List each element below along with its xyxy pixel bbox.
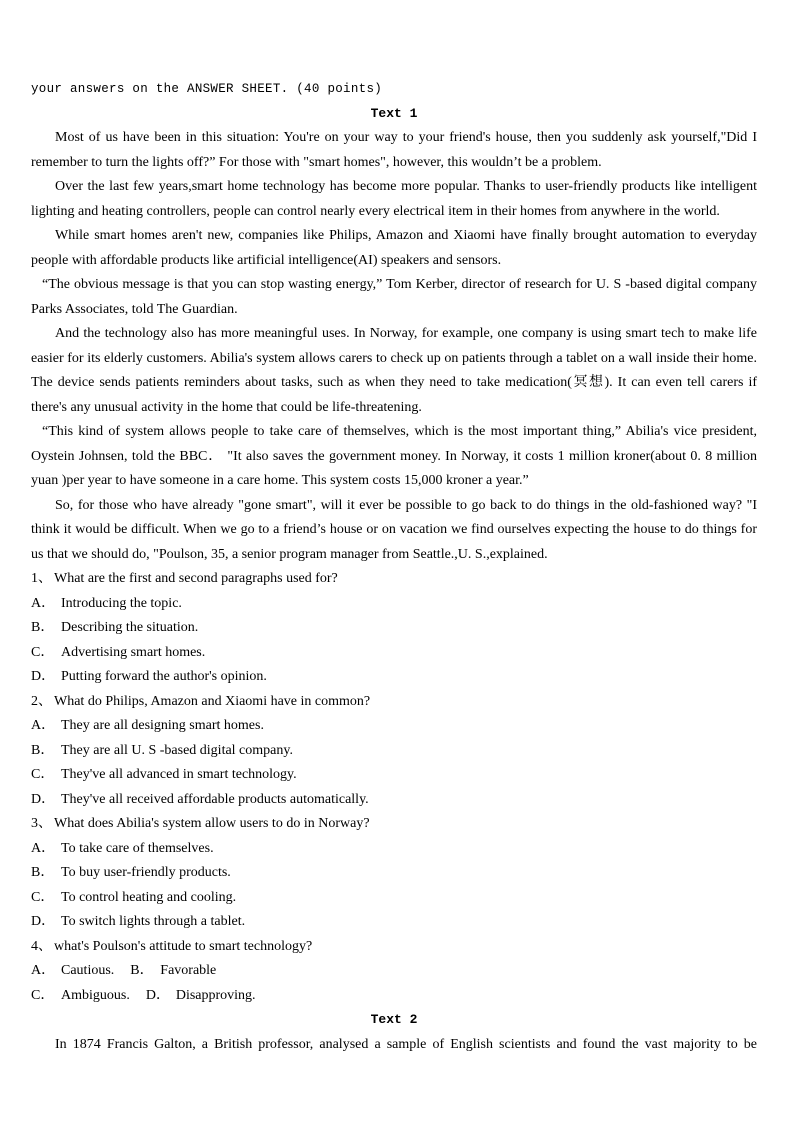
- paragraph-1: Most of us have been in this situation: You're on your way to your friend's house, then you suddenly ask yourself,"Did I remember to turn the lights off?” For those with "smart homes", however, this wouldn’t be a problem.: [31, 130, 757, 170]
- option-letter: A．: [31, 595, 56, 611]
- question-1-option-a: [31, 592, 757, 617]
- document-content: [31, 77, 757, 1057]
- question-3-option-c: [31, 886, 757, 911]
- option-letter: D．: [31, 914, 56, 929]
- paragraph-6: “This kind of system allows people to take care of themselves, which is the most important thing,” Abilia's vice president, Oystein Johnsen, told the BBC． "It also saves the government money. In Norway, it costs 1 million kroner(about 0. 8 million yuan )per year to have someone in a care home. This system costs 15,000 kroner a year.”: [31, 424, 757, 488]
- question-4-options-cd: [31, 984, 757, 1009]
- question-4-number: 4、: [31, 938, 52, 954]
- question-3-option-d: [31, 910, 757, 935]
- question-4-options-ab: [31, 959, 757, 984]
- paragraph-7: So, for those who have already "gone smart", will it ever be possible to go back to do things in the old-fashioned way? "I think it would be difficult. When we go to a friend’s house or on vacation we find ourselves expecting the house to do things for us that we should do, "Poulson, 35, a senior program manager from Seattle.,U. S.,explained.: [31, 497, 757, 562]
- option-letter: C．: [31, 987, 55, 1003]
- option-text: They are all U. S -based digital company.: [61, 742, 293, 758]
- question-2-option-b: [31, 739, 757, 764]
- question-2-text: What do Philips, Amazon and Xiaomi have in common?: [54, 693, 371, 709]
- question-1-text: What are the first and second paragraphs used for?: [54, 571, 338, 586]
- paragraph-4: “The obvious message is that you can stop wasting energy,” Tom Kerber, director of research for U. S -based digital company Parks Associates, told The Guardian.: [31, 277, 757, 317]
- question-3-option-b: [31, 861, 757, 886]
- paragraph-2: Over the last few years,smart home technology has become more popular. Thanks to user-friendly products like intelligent lighting and heating controllers, people can control nearly every electrical item in their homes from anywhere in the world.: [31, 179, 757, 219]
- question-3-text: What does Abilia's system allow users to do in Norway?: [54, 816, 370, 831]
- option-text: Cautious.: [61, 963, 115, 978]
- question-4: [31, 935, 757, 960]
- option-letter: B．: [31, 865, 55, 880]
- option-text: Disapproving.: [175, 987, 256, 1003]
- option-text: To control heating and cooling.: [61, 889, 237, 905]
- option-text: Ambiguous.: [61, 987, 130, 1003]
- option-text: They've all advanced in smart technology.: [61, 767, 297, 782]
- question-3: [31, 812, 757, 837]
- option-letter: B．: [31, 742, 55, 758]
- question-2: [31, 690, 757, 715]
- question-2-option-d: [31, 788, 757, 813]
- option-text: To buy user-friendly products.: [61, 865, 231, 880]
- option-text: Describing the situation.: [61, 620, 199, 635]
- option-letter: A．: [31, 840, 56, 856]
- option-letter: A．: [31, 963, 56, 978]
- question-1-number: 1、: [31, 571, 52, 586]
- question-2-option-a: [31, 714, 757, 739]
- option-text: Favorable: [160, 963, 217, 978]
- option-letter: C．: [31, 644, 55, 660]
- option-letter: D．: [145, 987, 170, 1003]
- question-3-number: 3、: [31, 816, 52, 831]
- option-text: Putting forward the author's opinion.: [61, 669, 267, 684]
- text2-title: Text 2: [370, 1012, 418, 1027]
- option-letter: C．: [31, 767, 55, 782]
- option-text: Advertising smart homes.: [61, 644, 206, 660]
- question-4-text: what's Poulson's attitude to smart technology?: [54, 938, 313, 954]
- option-letter: B．: [31, 620, 55, 635]
- option-text: To take care of themselves.: [61, 840, 214, 856]
- question-2-option-c: [31, 763, 757, 788]
- option-text: Introducing the topic.: [61, 595, 182, 611]
- option-letter: D．: [31, 669, 56, 684]
- option-letter: A．: [31, 718, 56, 733]
- question-2-number: 2、: [31, 693, 52, 709]
- option-text: To switch lights through a tablet.: [61, 914, 246, 929]
- question-1: [31, 567, 757, 592]
- paragraph-3: While smart homes aren't new, companies like Philips, Amazon and Xiaomi have finally brought automation to everyday people with affordable products like artificial intelligence(AI) speakers and sensors.: [31, 228, 757, 268]
- paragraph-5: And the technology also has more meaningful uses. In Norway, for example, one company is using smart tech to make life easier for its elderly customers. Abilia's system allows carers to check up on patients through a tablet on a wall inside their home. The device sends patients reminders about tasks, such as when they need to take medication(冥想). It can even tell carers if there's any unusual activity in the home that could be life-threatening.: [31, 326, 757, 415]
- header-line: your answers on the ANSWER SHEET. (40 points): [31, 82, 383, 96]
- question-1-option-d: [31, 665, 757, 690]
- question-1-option-c: [31, 641, 757, 666]
- question-3-option-a: [31, 837, 757, 862]
- option-text: They are all designing smart homes.: [61, 718, 264, 733]
- option-letter: D．: [31, 791, 56, 807]
- option-letter: C．: [31, 889, 55, 905]
- question-1-option-b: [31, 616, 757, 641]
- text2-paragraph-1: In 1874 Francis Galton, a British professor, analysed a sample of English scientists and found the vast majority to be: [55, 1036, 757, 1052]
- option-letter: B．: [130, 963, 154, 978]
- text1-title: Text 1: [370, 105, 418, 121]
- option-text: They've all received affordable products automatically.: [61, 791, 369, 807]
